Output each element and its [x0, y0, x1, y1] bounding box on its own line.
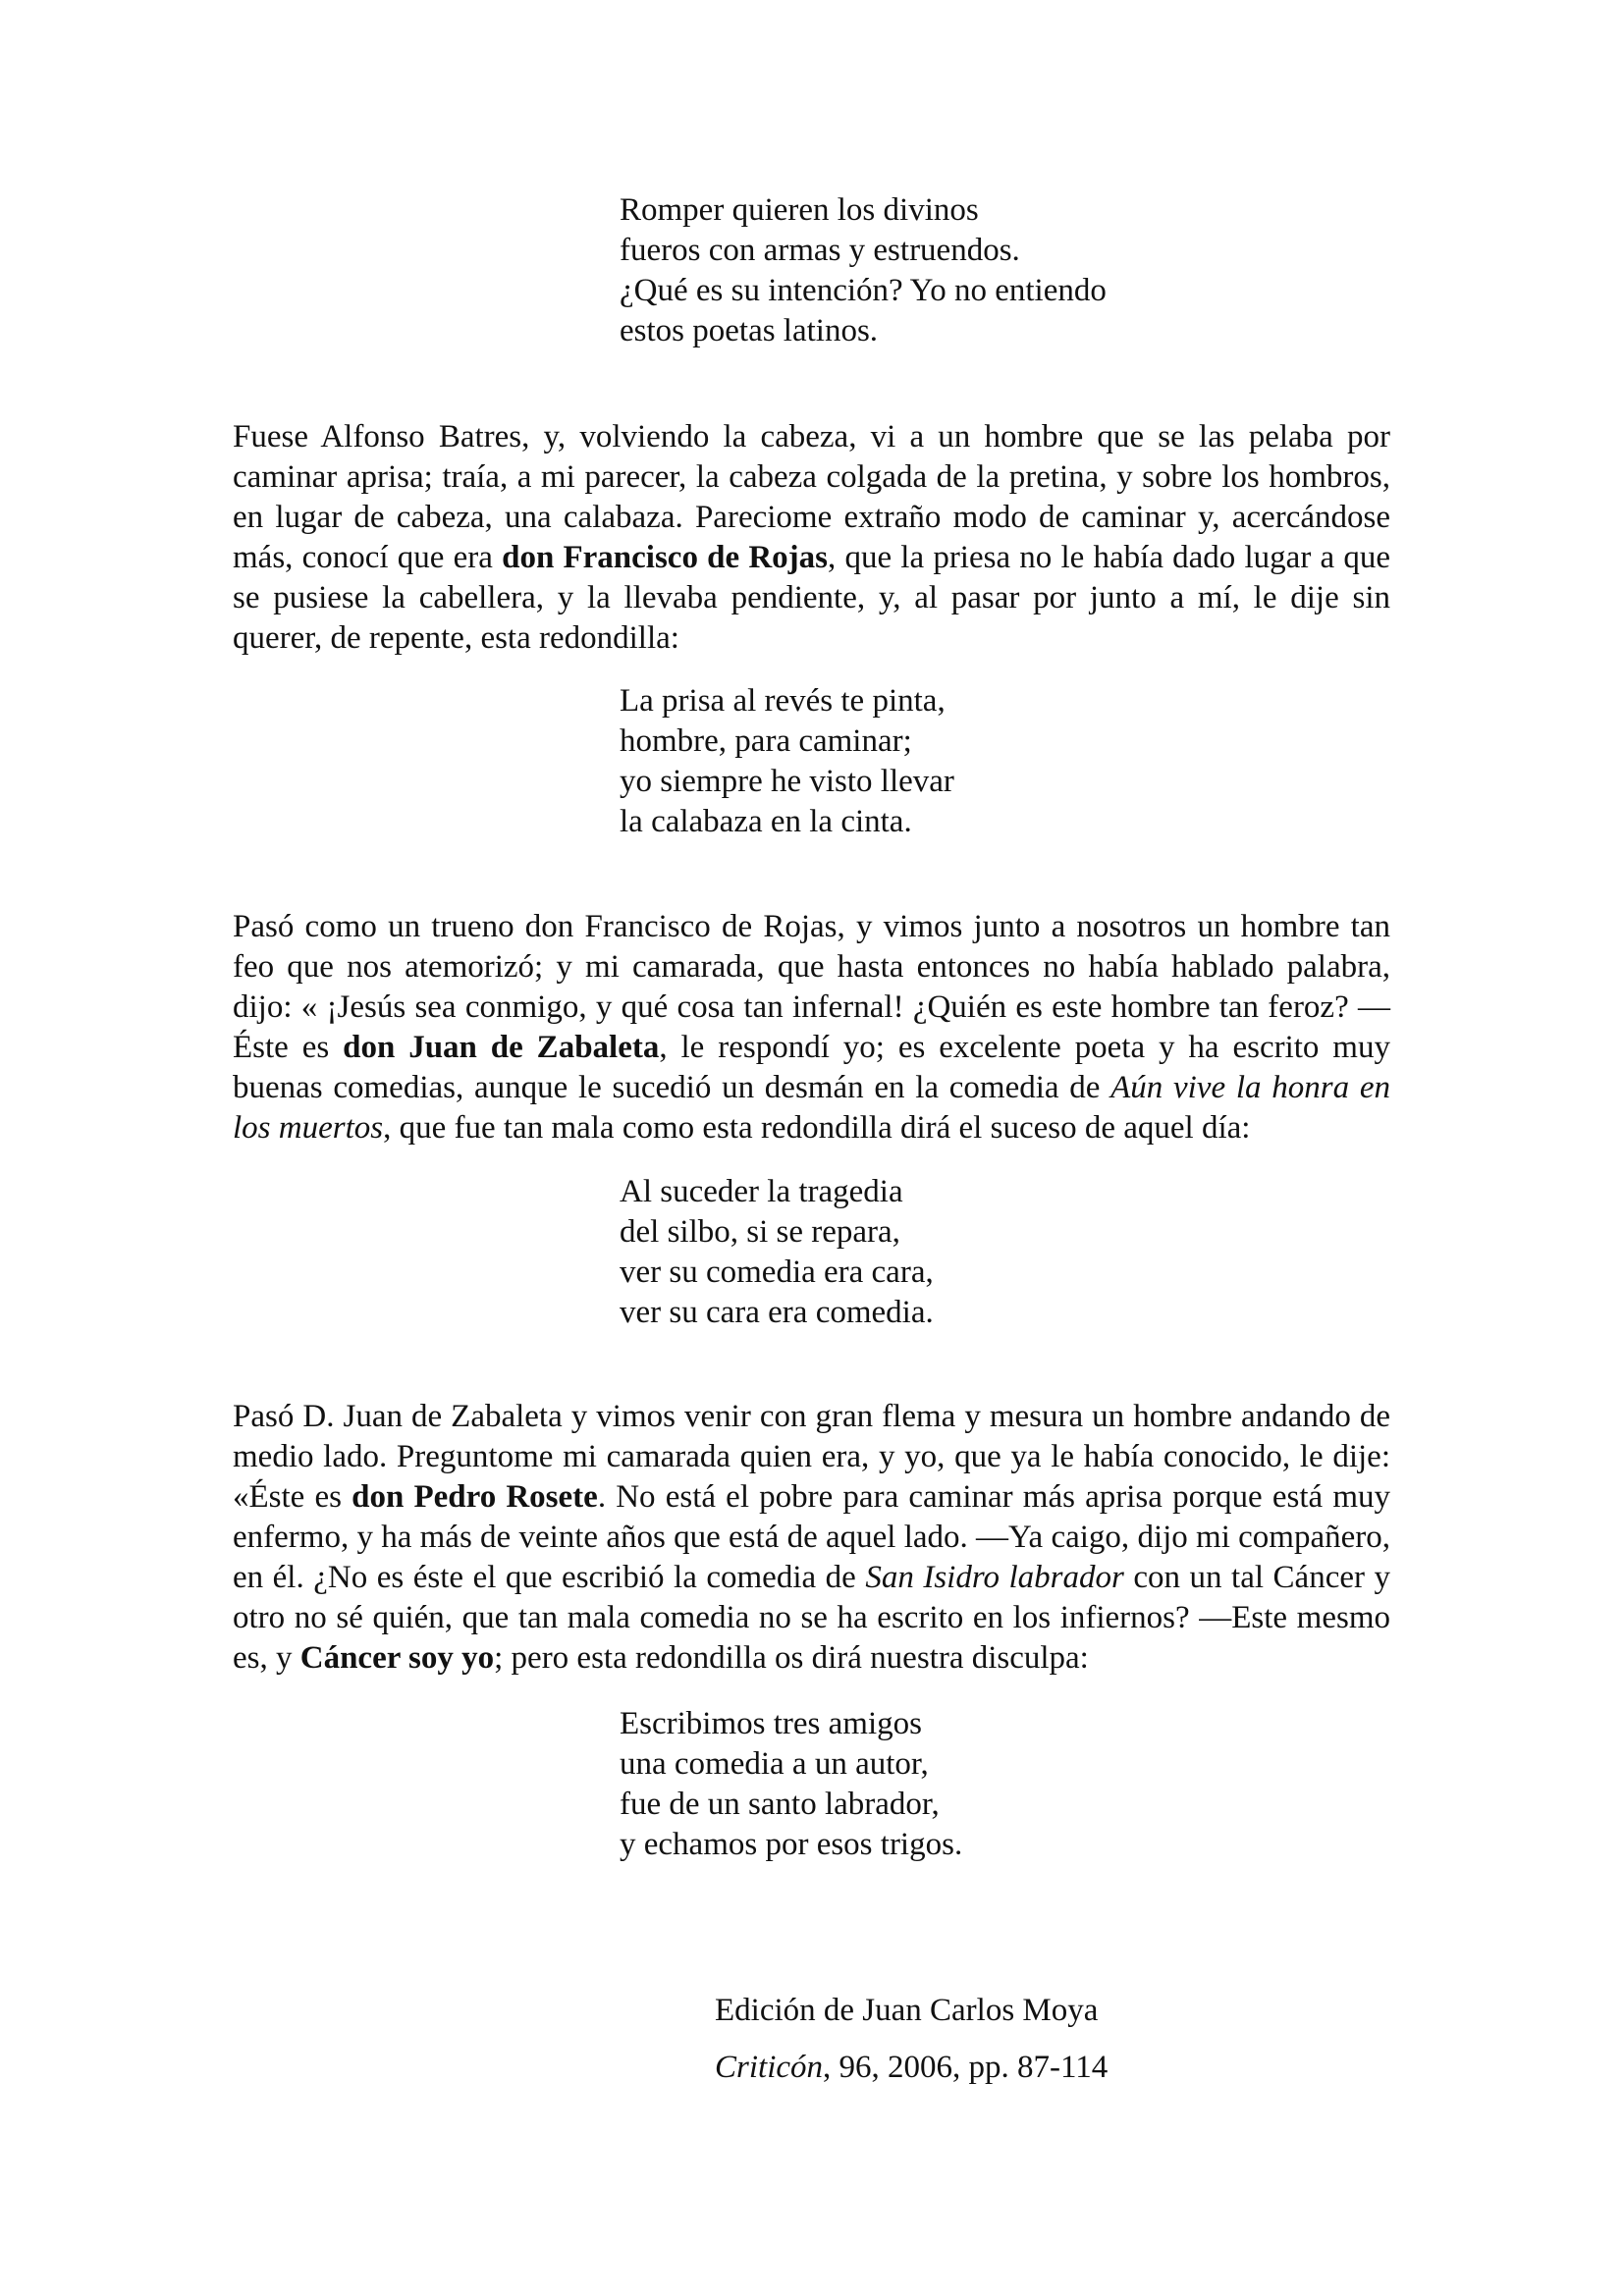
- text-run: , que fue tan mala como esta redondilla dirá el suceso de aquel día:: [383, 1110, 1251, 1146]
- verse-line: Al suceder la tragedia: [620, 1174, 903, 1209]
- verse-stanza: [620, 681, 1307, 842]
- name-bold: don Francisco de Rojas: [502, 540, 829, 575]
- verse-line: ¿Qué es su intención? Yo no entiendo: [620, 273, 1107, 308]
- verse-line: Romper quieren los divinos: [620, 192, 979, 228]
- verse-line: Escribimos tres amigos: [620, 1706, 922, 1741]
- verse-line: y echamos por esos trigos.: [620, 1827, 963, 1862]
- verse-line: del silbo, si se repara,: [620, 1214, 900, 1250]
- prose-paragraph: [233, 907, 1390, 1148]
- verse-line: ver su cara era comedia.: [620, 1295, 934, 1330]
- journal-citation: [715, 2048, 1108, 2088]
- text-run: , que la priesa no le había dado lugar a que se pusiese la cabellera, y la llevaba pendiente, y, al pasar por junto a mí, le dije sin querer, de repente, esta redondilla:: [233, 540, 1390, 656]
- verse-line: fueros con armas y estruendos.: [620, 233, 1020, 268]
- verse-line: La prisa al revés te pinta,: [620, 683, 946, 719]
- text-run: ; pero esta redondilla os dirá nuestra disculpa:: [494, 1640, 1089, 1676]
- verse-line: fue de un santo labrador,: [620, 1787, 940, 1822]
- text-run: con un tal Cáncer y otro no sé quién, que tan mala comedia no se ha escrito en los infiernos? —Este mesmo es, y: [233, 1560, 1390, 1676]
- text-run: , le respondí yo; es excelente poeta y ha escrito muy buenas comedias, aunque le sucedió un desmán en la comedia de: [233, 1030, 1390, 1105]
- verse-line: hombre, para caminar;: [620, 723, 912, 759]
- verse-line: ver su comedia era cara,: [620, 1255, 934, 1290]
- title-italic: San Isidro labrador: [865, 1560, 1124, 1595]
- journal-title: Criticón: [715, 2050, 824, 2085]
- citation-details: , 96, 2006, pp. 87-114: [823, 2050, 1109, 2085]
- text-run: Pasó como un trueno don Francisco de Rojas, y vimos junto a nosotros un hombre tan feo que nos atemorizó; y mi camarada, que hasta entonces no había hablado palabra, dijo: « ¡Jesús sea conmigo, y qué cosa tan infernal! ¿Quién es este hombre tan feroz? —Éste es: [233, 909, 1390, 1065]
- name-bold: Cáncer soy yo: [299, 1640, 495, 1676]
- text-run: Pasó D. Juan de Zabaleta y vimos venir con gran flema y mesura un hombre andando de medio lado. Preguntome mi camarada quien era, y yo, que ya le había conocido, le dije: «Éste es: [233, 1399, 1390, 1515]
- text-run: . No está el pobre para caminar más aprisa porque está muy enfermo, y ha más de veinte años que está de aquel lado. —Ya caigo, dijo mi compañero, en él. ¿No es éste el que escribió la comedia de: [233, 1479, 1390, 1595]
- title-italic: Aún vive la honra en los muertos: [233, 1070, 1390, 1146]
- name-bold: don Pedro Rosete: [352, 1479, 598, 1515]
- prose-paragraph: [233, 417, 1390, 659]
- verse-stanza: [620, 1172, 1307, 1333]
- name-bold: don Juan de Zabaleta: [343, 1030, 660, 1065]
- verse-line: la calabaza en la cinta.: [620, 804, 912, 839]
- verse-stanza: [620, 1704, 1307, 1865]
- verse-stanza: [620, 190, 1307, 351]
- verse-line: una comedia a un autor,: [620, 1746, 929, 1782]
- text-run: Fuese Alfonso Batres, y, volviendo la cabeza, vi a un hombre que se las pelaba por caminar aprisa; traía, a mi parecer, la cabeza colgada de la pretina, y sobre los hombros, en lugar de cabeza, una calabaza. Pareciome extraño modo de caminar y, acercándose más, conocí que era: [233, 419, 1390, 575]
- prose-paragraph: [233, 1397, 1390, 1679]
- verse-line: yo siempre he visto llevar: [620, 764, 954, 799]
- verse-line: estos poetas latinos.: [620, 313, 879, 348]
- edition-credit: Edición de Juan Carlos Moya: [715, 1993, 1099, 2028]
